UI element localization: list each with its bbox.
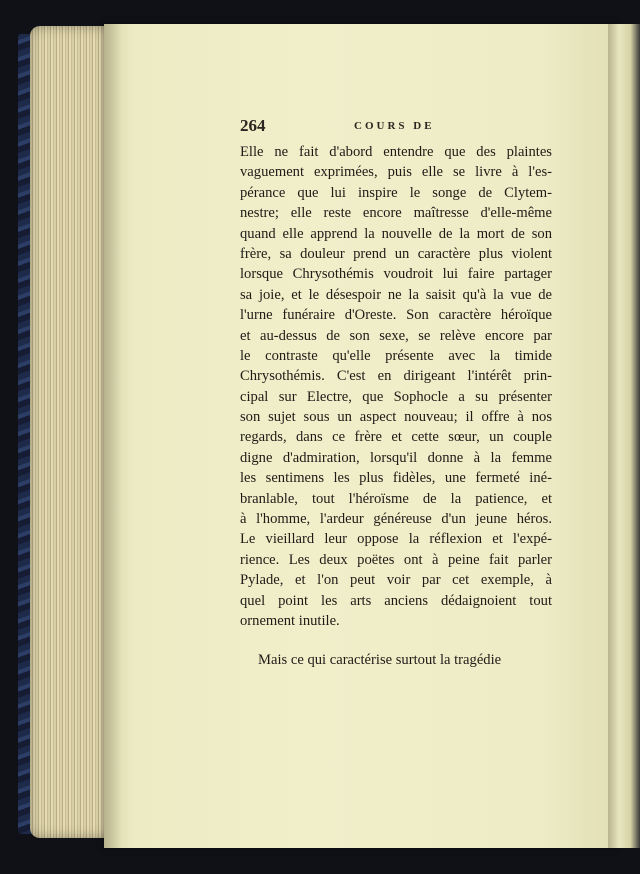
text-line: Le vieillard leur oppose la réflexion et l'expé- bbox=[240, 531, 552, 548]
text-line: regards, dans ce frère et cette sœur, un couple bbox=[240, 429, 552, 446]
text-line: Mais ce qui caractérise surtout la tragédie bbox=[258, 652, 502, 668]
text-line: Chrysothémis. C'est en dirigeant l'intérêt prin- bbox=[240, 368, 552, 385]
text-line: lorsque Chrysothémis voudroit lui faire partager bbox=[240, 266, 552, 283]
text-line: Elle ne fait d'abord entendre que des plaintes bbox=[240, 144, 552, 160]
text-line: son sujet sous un aspect nouveau; il offre à nos bbox=[240, 409, 552, 426]
text-line: et au-dessus de son sexe, se relève encore par bbox=[240, 327, 552, 344]
text-line: branlable, tout l'héroïsme de la patience, et bbox=[240, 490, 552, 507]
page-header bbox=[240, 116, 552, 138]
text-line: à l'homme, l'ardeur généreuse d'un jeune héros. bbox=[240, 511, 552, 528]
text-line: vaguement exprimées, puis elle se livre à l'es- bbox=[240, 164, 552, 181]
page-number: 264 bbox=[240, 116, 266, 135]
running-head: COURS DE bbox=[354, 120, 435, 132]
text-line: quel point les arts anciens dédaignoient tout bbox=[240, 592, 552, 609]
paragraph-2 bbox=[240, 650, 552, 670]
text-line: les sentimens les plus fidèles, une fermeté iné- bbox=[240, 470, 552, 487]
text-line: digne d'admiration, lorsqu'il donne à la femme bbox=[240, 449, 552, 466]
book-gutter bbox=[608, 24, 640, 848]
text-line: l'urne funéraire d'Oreste. Son caractère héroïque bbox=[240, 307, 552, 324]
text-line: frère, sa douleur prend un caractère plus violent bbox=[240, 245, 552, 262]
text-line: Pylade, et l'on peut voir par cet exemple, à bbox=[240, 572, 552, 589]
spine-shadow bbox=[104, 24, 122, 848]
text-line: ornement inutile. bbox=[240, 612, 340, 629]
text-line: pérance que lui inspire le songe de Clytem- bbox=[240, 184, 552, 201]
text-line: sa joie, et le désespoir ne la saisit qu'à la vue de bbox=[240, 286, 552, 303]
text-line: quand elle apprend la nouvelle de la mort de son bbox=[240, 225, 552, 242]
text-line: nestre; elle reste encore maîtresse d'elle-même bbox=[240, 205, 552, 222]
text-line: le contraste qu'elle présente avec la timide bbox=[240, 347, 552, 364]
text-line: cipal sur Electre, que Sophocle a su présenter bbox=[240, 388, 552, 405]
paragraph-1 bbox=[240, 142, 552, 631]
text-line: rience. Les deux poëtes ont à peine fait parler bbox=[240, 551, 552, 568]
